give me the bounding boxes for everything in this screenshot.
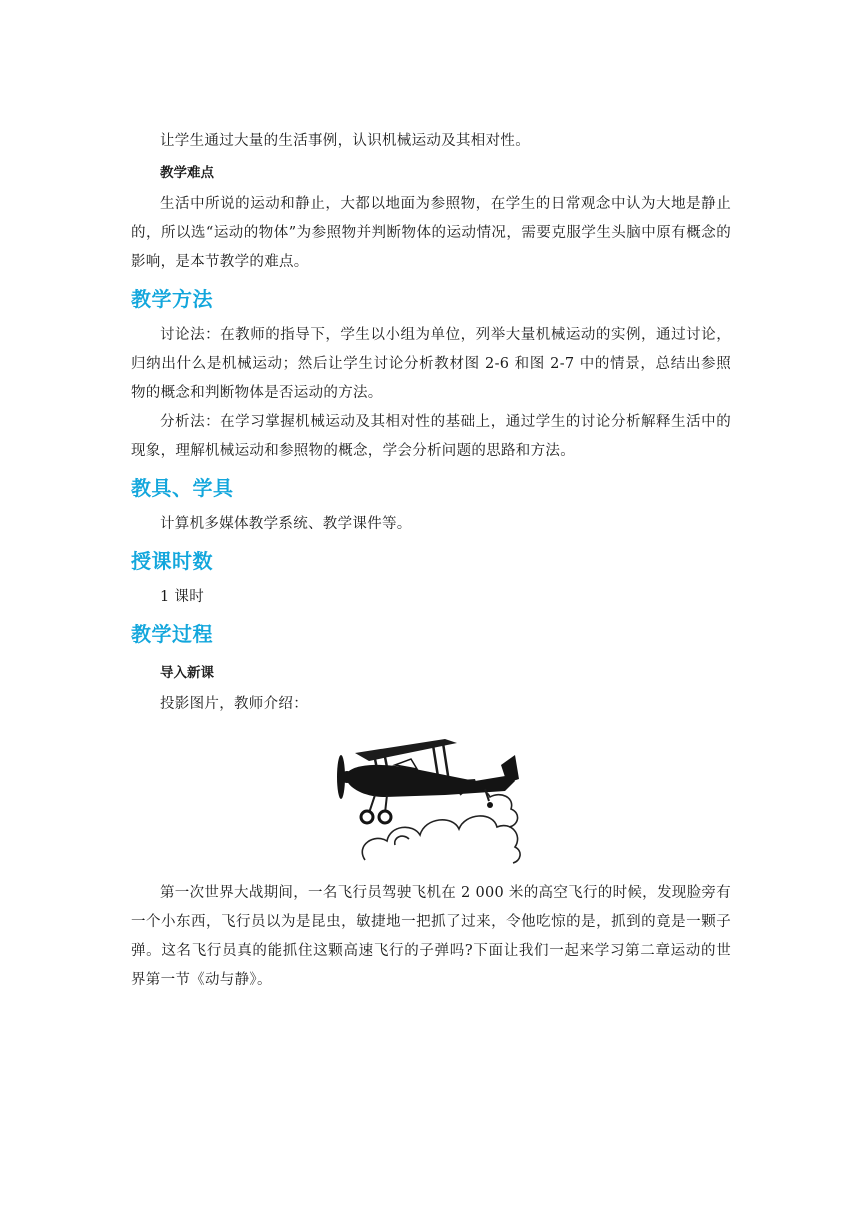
- document-page: [131, 127, 731, 995]
- objective-paragraph: 让学生通过大量的生活事例，认识机械运动及其相对性。: [160, 133, 530, 149]
- tools-paragraph: 计算机多媒体教学系统、教学课件等。: [160, 516, 412, 532]
- tools-heading: 教具、学具: [131, 476, 234, 500]
- intro-subheading: 导入新课: [160, 665, 214, 681]
- process-heading: 教学过程: [131, 622, 213, 646]
- biplane-figure: [131, 725, 731, 875]
- difficulty-heading: 教学难点: [160, 165, 214, 181]
- story-paragraph: 第一次世界大战期间，一名飞行员驾驶飞机在 2 000 米的高空飞行的时候，发现脸旁有一个小东西，飞行员以为是昆虫，敏捷地一把抓了过来，令他吃惊的是，抓到的竟是一颗子弹。这名飞行员真的能抓住这颗高速飞行的子弹吗?下面让我们一起来学习第二章运动的世界第一节《动与静》。: [131, 885, 731, 988]
- hours-heading: 授课时数: [131, 549, 213, 573]
- hours-paragraph: 1 课时: [160, 589, 205, 605]
- intro-paragraph: 投影图片，教师介绍：: [160, 696, 308, 712]
- methods-heading: 教学方法: [131, 287, 213, 311]
- methods-analysis-paragraph: 分析法：在学习掌握机械运动及其相对性的基础上，通过学生的讨论分析解释生活中的现象，理解机械运动和参照物的概念，学会分析问题的思路和方法。: [131, 414, 731, 459]
- difficulty-paragraph: 生活中所说的运动和静止，大都以地面为参照物，在学生的日常观念中认为大地是静止的，所以选“运动的物体”为参照物并判断物体的运动情况，需要克服学生头脑中原有概念的影响，是本节教学的难点。: [131, 196, 731, 270]
- biplane-icon: [325, 725, 525, 865]
- methods-discussion-paragraph: 讨论法：在教师的指导下，学生以小组为单位，列举大量机械运动的实例，通过讨论，归纳出什么是机械运动；然后让学生讨论分析教材图 2-6 和图 2-7 中的情景，总结出参照物的概念和判断物体是否运动的方法。: [131, 327, 731, 401]
